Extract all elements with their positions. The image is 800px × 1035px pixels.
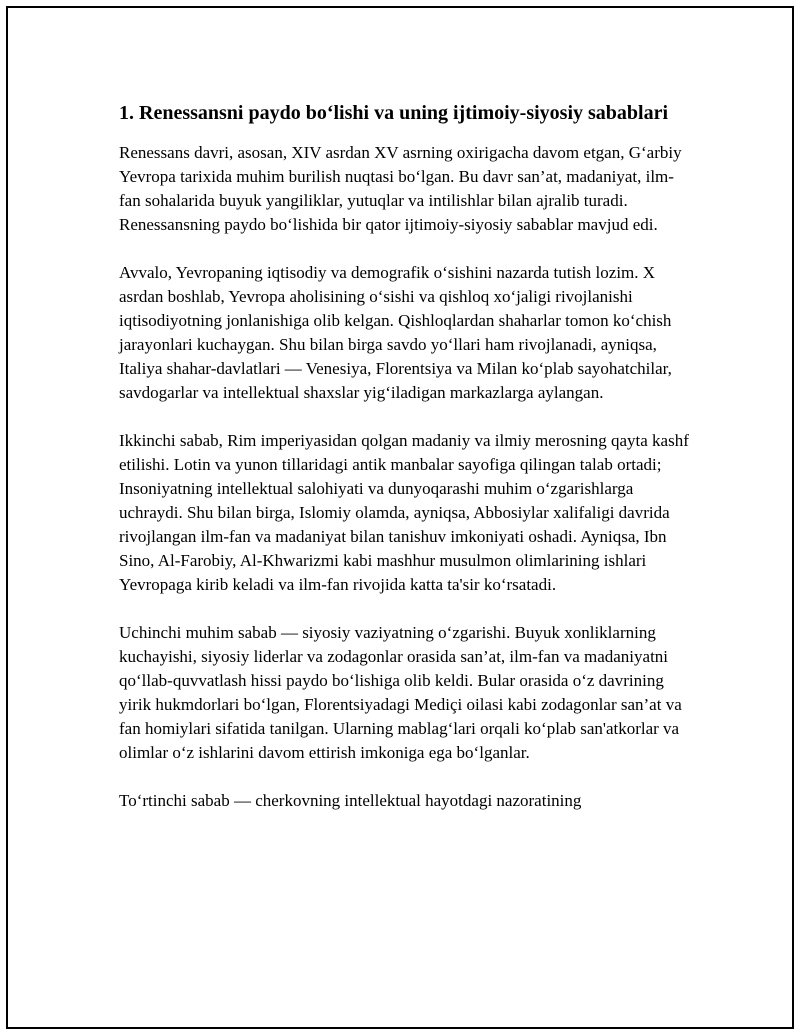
document-page bbox=[6, 6, 794, 1029]
paragraph-2: Avvalo, Yevropaning iqtisodiy va demografik o‘sishini nazarda tutish lozim. X asrdan boshlab, Yevropa aholisining o‘sishi va qishloq xo‘jaligi rivojlanishi iqtisodiyotning jonlanishiga olib kelgan. Qishloqlardan shaharlar tomon ko‘chish jarayonlari kuchaygan. Shu bilan birga savdo yo‘llari ham rivojlanadi, ayniqsa, Italiya shahar-davlatlari — Venesiya, Florentsiya va Milan ko‘plab sayohatchilar, savdogarlar va intellektual shaxslar yig‘iladigan markazlarga aylangan. bbox=[119, 263, 672, 402]
document-body bbox=[119, 100, 694, 837]
paragraph-3: Ikkinchi sabab, Rim imperiyasidan qolgan madaniy va ilmiy merosning qayta kashf etilishi. Lotin va yunon tillaridagi antik manbalar sayofiga qilingan talab ortadi; Insoniyatning intellektual salohiyati va dunyoqarashi muhim o‘zgarishlarga uchraydi. Shu bilan birga, Islomiy olamda, ayniqsa, Abbosiylar xalifaligi davrida rivojlangan ilm-fan va madaniyat bilan tanishuv imkoniyati oshadi. Ayniqsa, Ibn Sino, Al-Farobiy, Al-Khwarizmi kabi mashhur musulmon olimlarining ishlari Yevropaga kirib keladi va ilm-fan rivojida katta ta'sir ko‘rsatadi. bbox=[119, 431, 689, 594]
section-title: 1. Renessansni paydo bo‘lishi va uning ijtimoiy-siyosiy sabablari bbox=[119, 102, 669, 124]
paragraph-1: Renessans davri, asosan, XIV asrdan XV asrning oxirigacha davom etgan, G‘arbiy Yevropa tarixida muhim burilish nuqtasi bo‘lgan. Bu davr san’at, madaniyat, ilm-fan sohalarida buyuk yangiliklar, yutuqlar va intilishlar bilan ajralib turadi. Renessansning paydo bo‘lishida bir qator ijtimoiy-siyosiy sabablar mavjud edi. bbox=[119, 143, 682, 234]
paragraph-5: To‘rtinchi sabab — cherkovning intellektual hayotdagi nazoratining bbox=[119, 791, 582, 810]
paragraph-4: Uchinchi muhim sabab — siyosiy vaziyatning o‘zgarishi. Buyuk xonliklarning kuchayishi, siyosiy liderlar va zodagonlar orasida san’at, ilm-fan va madaniyatni qo‘llab-quvvatlash hissi paydo bo‘lishiga olib keldi. Bular orasida o‘z davrining yirik hukmdorlari bo‘lgan, Florentsiyadagi Mediçi oilasi kabi zodagonlar san’at va fan homiylari sifatida tanilgan. Ularning mablag‘lari orqali ko‘plab san'atkorlar va olimlar o‘z ishlarini davom ettirish imkoniga ega bo‘lganlar. bbox=[119, 623, 682, 762]
